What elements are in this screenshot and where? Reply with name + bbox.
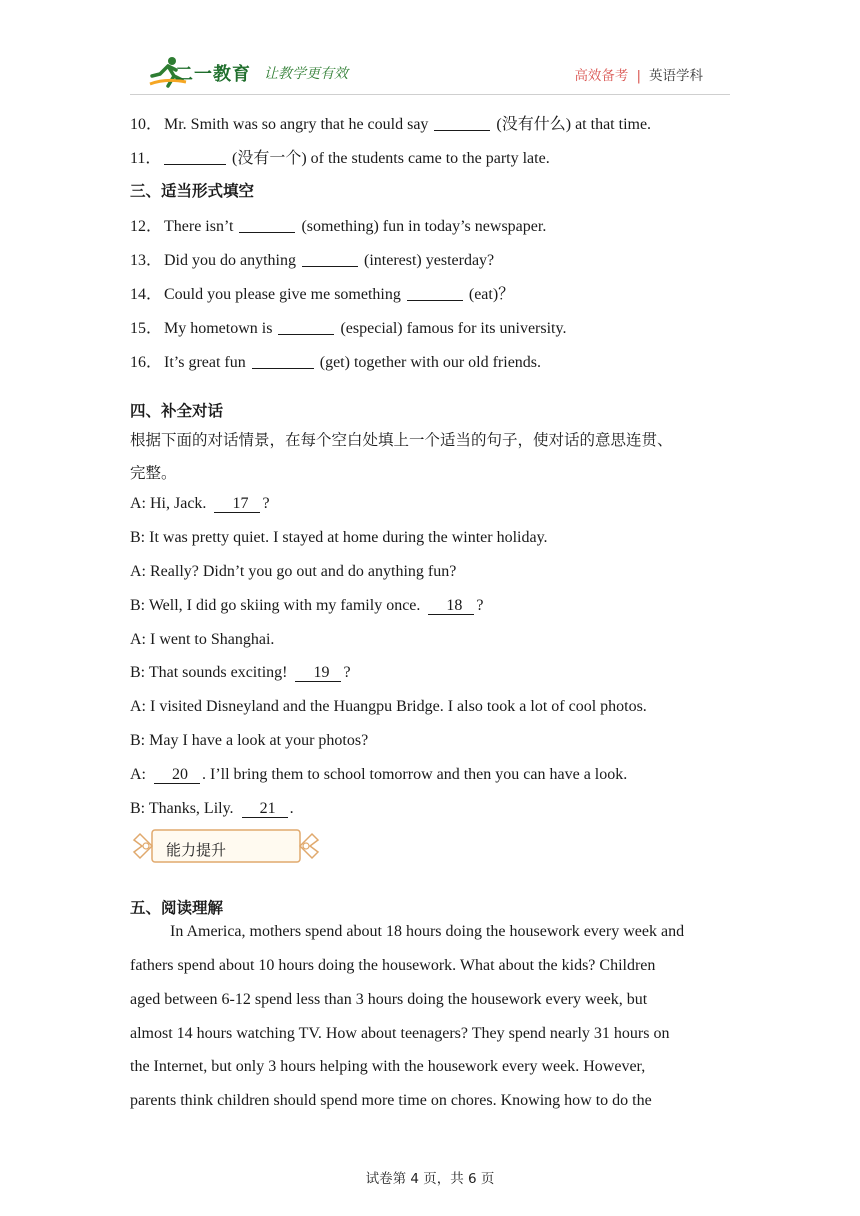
header-tag-right: 英语学科 xyxy=(649,68,703,84)
question-11 xyxy=(130,145,550,168)
dialogue-blank-20[interactable]: 20 xyxy=(154,766,200,784)
dialogue-blank-18[interactable]: 18 xyxy=(428,597,474,615)
question-16 xyxy=(130,349,541,372)
dialogue-text: B: Well, I did go skiing with my family once. xyxy=(130,597,421,614)
question-number: 12． xyxy=(130,218,163,235)
page-footer: 试卷第 4 页，共 6 页 xyxy=(365,1171,495,1187)
question-number: 14． xyxy=(130,286,163,303)
dialogue-line-4 xyxy=(130,597,484,615)
dialogue-line-2: B: It was pretty quiet. I stayed at home during the winter holiday. xyxy=(130,529,548,546)
header-divider xyxy=(130,94,730,95)
dialogue-line-3: A: Really? Didn’t you go out and do anything fun? xyxy=(130,563,457,580)
answer-blank[interactable] xyxy=(252,352,314,369)
question-12 xyxy=(130,213,546,236)
question-text: (interest) yesterday? xyxy=(364,252,495,269)
answer-blank[interactable] xyxy=(302,250,358,267)
answer-blank[interactable] xyxy=(239,216,295,233)
section-3-heading: 三、适当形式填空 xyxy=(130,182,255,200)
question-number: 10． xyxy=(130,116,163,133)
question-text: Mr. Smith was so angry that he could say xyxy=(164,116,429,133)
question-text: (没有什么) at that time. xyxy=(496,116,652,133)
dialogue-line-8: B: May I have a look at your photos? xyxy=(130,732,369,749)
section-4-instructions: 根据下面的对话情景，在每个空白处填上一个适当的句子，使对话的意思连贯、 xyxy=(130,431,673,449)
question-number: 15． xyxy=(130,320,163,337)
question-text: Could you please give me something xyxy=(164,286,401,303)
dialogue-blank-19[interactable]: 19 xyxy=(295,664,341,682)
question-text: (something) fun in today’s newspaper. xyxy=(301,218,547,235)
dialogue-text: B: Thanks, Lily. xyxy=(130,800,234,817)
question-13 xyxy=(130,247,494,270)
answer-blank[interactable] xyxy=(434,114,490,131)
reading-line: the Internet, but only 3 hours helping with the housework every week. However, xyxy=(130,1058,646,1075)
dialogue-text: . xyxy=(289,800,294,817)
question-15 xyxy=(130,315,566,338)
question-number: 16． xyxy=(130,354,163,371)
dialogue-line-5: A: I went to Shanghai. xyxy=(130,631,275,648)
question-text: It’s great fun xyxy=(164,354,246,371)
dialogue-line-10 xyxy=(130,800,294,818)
section-5-heading: 五、阅读理解 xyxy=(130,899,224,917)
question-text: There isn’t xyxy=(164,218,234,235)
question-number: 13． xyxy=(130,252,163,269)
reading-line: In America, mothers spend about 18 hours doing the housework every week and xyxy=(170,923,685,940)
reading-line: aged between 6-12 spend less than 3 hours doing the housework every week, but xyxy=(130,991,648,1008)
dialogue-line-7: A: I visited Disneyland and the Huangpu Bridge. I also took a lot of cool photos. xyxy=(130,698,647,715)
question-text: My hometown is xyxy=(164,320,273,337)
dialogue-text: . I’ll bring them to school tomorrow and then you can have a look. xyxy=(202,766,628,783)
reading-line: fathers spend about 10 hours doing the housework. What about the kids? Children xyxy=(130,957,656,974)
question-text: (especial) famous for its university. xyxy=(340,320,567,337)
question-number: 11． xyxy=(130,150,162,167)
dialogue-text: A: xyxy=(130,766,146,783)
question-text: (没有一个) of the students came to the party late. xyxy=(232,150,550,167)
section-4-heading: 四、补全对话 xyxy=(130,402,224,420)
dialogue-text: ? xyxy=(262,495,270,512)
dialogue-line-9 xyxy=(130,766,627,784)
dialogue-text: ? xyxy=(343,664,351,681)
answer-blank[interactable] xyxy=(164,148,226,165)
question-text: Did you do anything xyxy=(164,252,296,269)
ability-badge-label: 能力提升 xyxy=(166,841,227,859)
section-4-instructions-cont: 完整。 xyxy=(130,464,177,482)
header-tags xyxy=(574,64,703,84)
question-10 xyxy=(130,111,651,134)
dialogue-line-1 xyxy=(130,495,270,513)
reading-line: almost 14 hours watching TV. How about teenagers? They spend nearly 31 hours on xyxy=(130,1025,670,1042)
dialogue-line-6 xyxy=(130,664,351,682)
page-header xyxy=(0,0,860,100)
dialogue-blank-21[interactable]: 21 xyxy=(242,800,288,818)
header-tag-left: 高效备考 xyxy=(574,68,629,84)
header-slogan: 让教学更有效 xyxy=(264,66,348,82)
dialogue-text: ? xyxy=(476,597,484,614)
question-14 xyxy=(130,281,514,304)
dialogue-blank-17[interactable]: 17 xyxy=(214,495,260,513)
question-text: (eat)？ xyxy=(468,286,515,303)
answer-blank[interactable] xyxy=(407,284,463,301)
dialogue-text: A: Hi, Jack. xyxy=(130,495,207,512)
logo-text: 二一教育 xyxy=(175,64,251,85)
header-separator: | xyxy=(636,68,641,84)
dialogue-text: B: That sounds exciting! xyxy=(130,664,288,681)
reading-line: parents think children should spend more time on chores. Knowing how to do the xyxy=(130,1092,652,1109)
question-text: (get) together with our old friends. xyxy=(319,354,542,371)
answer-blank[interactable] xyxy=(278,318,334,335)
